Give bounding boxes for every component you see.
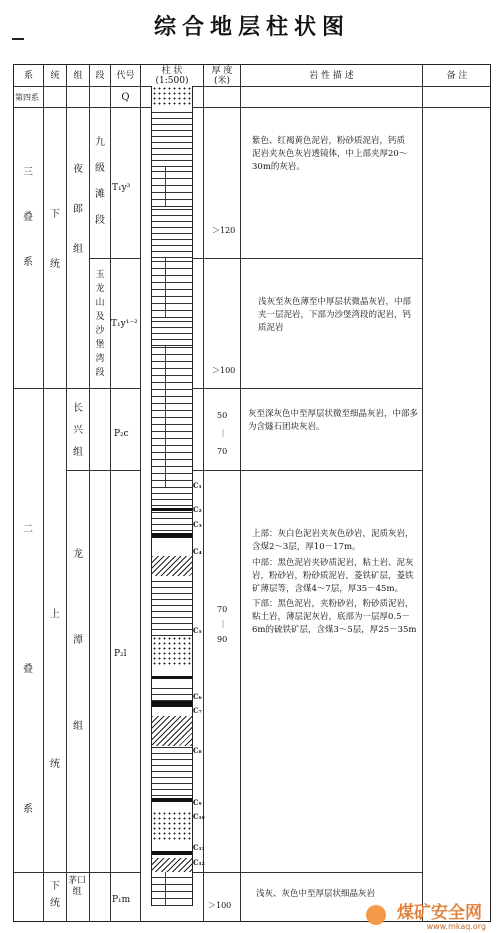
coal-seam-layer <box>152 851 192 855</box>
mudstone-layer <box>152 107 192 167</box>
col-line <box>110 64 111 922</box>
coal-seam-label: C₄ <box>193 547 202 556</box>
coal-seam-layer <box>152 798 192 802</box>
maokou-code: P₁m <box>112 895 131 905</box>
header-code: 代号 <box>116 71 135 81</box>
quaternary-code: Q <box>121 92 130 103</box>
changxing-code: P₂c <box>114 429 129 439</box>
coal-seam-layer <box>152 676 192 679</box>
quaternary-divider <box>13 107 151 108</box>
system-boundary <box>13 388 44 389</box>
header-scale: (1:500) <box>155 76 189 86</box>
system-boundary <box>44 388 141 389</box>
col-line <box>140 64 141 922</box>
system-boundary <box>191 388 422 389</box>
series-boundary <box>44 872 141 873</box>
group-boundary <box>191 470 422 471</box>
sideritic-layer <box>152 556 192 576</box>
longtan-code: P₂l <box>114 649 127 659</box>
group-boundary <box>66 470 141 471</box>
maokou-group: 茅口组 <box>67 876 86 897</box>
member-boundary <box>191 258 422 259</box>
jiujitan-code: T₁y³ <box>112 183 131 193</box>
yulongshan-code: T₁y¹⁻² <box>111 319 138 329</box>
col-line <box>422 64 423 922</box>
changxing-thickness-min: 50 <box>217 411 228 420</box>
header-thickness: 厚 度 <box>211 66 233 76</box>
lithology-column <box>151 86 193 906</box>
maokou-thickness: ＞100 <box>208 901 232 910</box>
col-line <box>43 64 44 922</box>
watermark-text: 煤矿安全网 <box>397 903 482 923</box>
jiujitan-thickness: ＞120 <box>212 226 236 235</box>
page-title: 综合地层柱状图 <box>153 14 350 40</box>
coal-seam-layer <box>152 701 192 707</box>
header-system: 系 <box>23 71 33 81</box>
quaternary-layer <box>152 86 192 107</box>
mudstone-layer <box>152 576 192 636</box>
yulongshan-member: 玉龙山及沙堡湾段 <box>95 270 105 378</box>
permian-upper-series: 上 统 <box>50 609 60 770</box>
margin-tick <box>12 38 24 40</box>
series-boundary <box>191 872 422 873</box>
yulongshan-thickness: ＞100 <box>212 366 236 375</box>
limestone-layer <box>152 872 192 906</box>
limestone-layer <box>152 167 192 207</box>
mudstone-layer <box>152 207 192 258</box>
header-group: 组 <box>73 71 83 81</box>
sandstone-layer <box>152 811 192 841</box>
mudstone-layer <box>152 318 192 346</box>
quaternary-divider-right <box>191 107 491 108</box>
yulongshan-description: 浅灰至灰色薄至中厚层状微晶灰岩，中部夹一层泥岩，下部为沙堡湾段的泥岩，钙质泥岩 <box>258 297 412 333</box>
longtan-thickness-max: 90 <box>217 635 228 644</box>
longtan-thickness-min: 70 <box>217 605 228 614</box>
coal-seam-label: C₁₀ <box>193 812 205 821</box>
longtan-group: 龙 潭 组 <box>73 549 83 732</box>
longtan-middle-description: 中部：黑色泥岩夹砂质泥岩，粘土岩、泥灰岩，粉砂岩，粉砂质泥岩，菱铁矿层，菱铁矿薄层等，含煤4～7层，厚35－45m。 <box>252 558 414 594</box>
siltstone-layer <box>152 488 192 506</box>
longtan-lower-description: 下部：黑色泥岩，夹粉砂岩，粉砂质泥岩，粘土岩，薄层泥灰岩，底部为一层厚0.5－6m的硫铁矿层，含煤3～5层，厚25－35m <box>252 599 417 635</box>
changxing-description: 灰至深灰色中至厚层状微至细晶灰岩，中部多为含燧石团块灰岩。 <box>248 409 419 432</box>
triassic-system: 三 叠 系 <box>23 167 33 268</box>
col-line <box>203 64 204 922</box>
changxing-group: 长 兴 组 <box>73 403 83 458</box>
longtan-upper-description: 上部：灰白色泥岩夹灰色砂岩，泥质灰岩，含煤2～3层，厚10－17m。 <box>252 529 414 552</box>
coal-seam-label: C₉ <box>193 798 202 807</box>
mudstone-layer <box>152 746 192 796</box>
maokou-description: 浅灰、灰色中至厚层状细晶灰岩 <box>256 889 376 899</box>
header-divider <box>13 86 491 87</box>
coal-seam-layer <box>152 533 192 538</box>
coal-seam-label: C₆ <box>193 692 202 701</box>
watermark-url: www.mkaq.org <box>426 922 486 931</box>
limestone-layer <box>152 258 192 318</box>
siltstone-layer <box>152 511 192 531</box>
jiujitan-description: 紫色、红褐黄色泥岩，粉砂质泥岩，钙质泥岩夹灰色灰岩透镜体，中上部夹厚20～30m的灰岩。 <box>252 136 408 172</box>
header-member: 段 <box>95 71 105 81</box>
sideritic-layer <box>152 716 192 746</box>
permian-system: 二 叠 系 <box>23 524 33 815</box>
coal-seam-label: C₇ <box>193 706 202 715</box>
limestone-layer <box>152 346 192 488</box>
coal-seam-label: C₁ <box>193 481 202 490</box>
coal-seam-label: C₁₂ <box>193 858 205 867</box>
pyrite-layer <box>152 858 192 872</box>
header-column: 柱 状 <box>161 66 183 76</box>
sandstone-layer <box>152 636 192 666</box>
jiujitan-member: 九级滩段 <box>95 137 105 226</box>
coal-seam-label: C₂ <box>193 505 202 514</box>
watermark-logo-icon <box>366 905 386 925</box>
header-remarks: 备 注 <box>446 71 468 81</box>
changxing-thickness-sep: ｜ <box>219 429 227 438</box>
coal-seam-label: C₈ <box>193 746 202 755</box>
triassic-series: 下 统 <box>50 209 60 270</box>
col-line <box>240 64 241 922</box>
coal-seam-label: C₅ <box>193 626 202 635</box>
member-boundary <box>89 258 141 259</box>
col-line <box>89 64 90 922</box>
changxing-thickness-max: 70 <box>217 447 228 456</box>
mudstone-layer <box>152 686 192 701</box>
coal-seam-label: C₃ <box>193 520 202 529</box>
header-lithology: 岩 性 描 述 <box>309 71 354 81</box>
col-line <box>66 64 67 922</box>
quaternary-system: 第四系 <box>15 93 39 102</box>
header-series: 统 <box>50 71 60 81</box>
coal-seam-label: C₁₁ <box>193 843 205 852</box>
longtan-thickness-sep: ｜ <box>219 620 227 629</box>
permian-lower-series: 下 统 <box>50 881 60 909</box>
header-thickness-unit: (米) <box>213 76 231 86</box>
yelang-group: 夜 郎 组 <box>73 164 83 255</box>
